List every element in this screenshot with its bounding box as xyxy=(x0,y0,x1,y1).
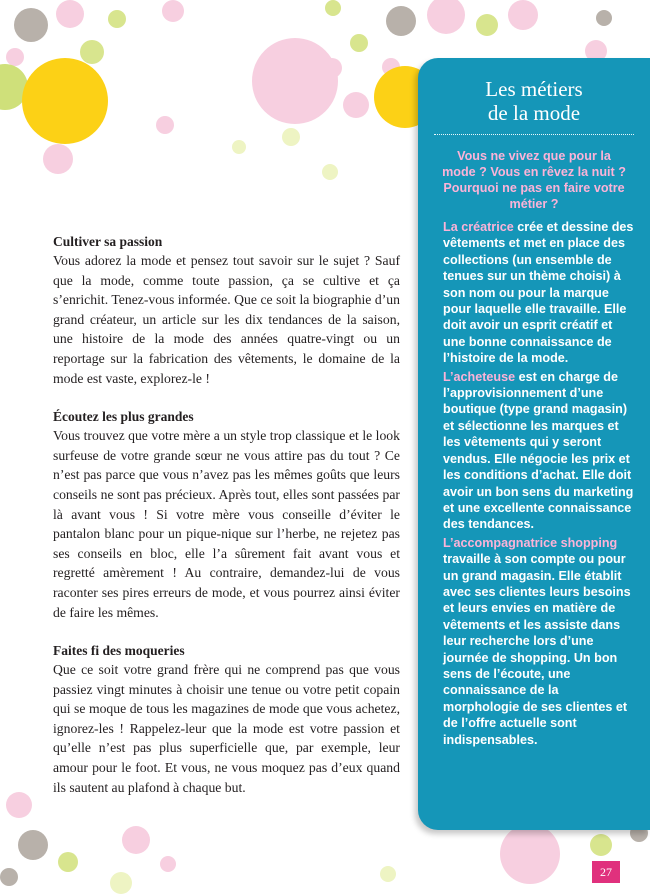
job-title: La créatrice xyxy=(443,220,514,234)
dot xyxy=(282,128,300,146)
dot xyxy=(6,48,24,66)
dot xyxy=(18,830,48,860)
article-section xyxy=(53,407,400,622)
dot xyxy=(380,866,396,882)
dot xyxy=(322,164,338,180)
job-entry xyxy=(443,369,636,533)
sidebar-title xyxy=(418,77,650,125)
dot xyxy=(80,40,104,64)
article-section xyxy=(53,641,400,797)
dot xyxy=(325,0,341,16)
dot xyxy=(232,140,246,154)
dot xyxy=(162,0,184,22)
dot xyxy=(156,116,174,134)
dot xyxy=(43,144,73,174)
job-title: L’accompagnatrice shopping xyxy=(443,535,618,550)
dot xyxy=(56,0,84,28)
dotted-divider xyxy=(434,134,634,135)
sidebar-box xyxy=(418,58,650,830)
job-entry xyxy=(443,219,636,367)
dot xyxy=(160,856,176,872)
dot xyxy=(14,8,48,42)
dot xyxy=(122,826,150,854)
section-body: Vous trouvez que votre mère a un style trop classique et le look surfeuse de votre grande sœur ne vous attire pas du tout ? Ce n’est pas parce que vous n’avez pas les mêmes goûts que leurs conseils ne sont pas précieux. Après tout, elles sont passées par là avant vous ! Si votre mère vous conseille d’éviter le pantalon blanc pour un pique-nique sur l’herbe, ne rejetez pas ses conseils en bloc, elle l’a sûrement fait avant vous et regretté amèrement ! Au contraire, demandez-lui de vous raconter ses pires erreurs de mode, et vous pourrez ainsi éviter de faire les mêmes. xyxy=(53,428,400,620)
dot xyxy=(108,10,126,28)
dot xyxy=(508,0,538,30)
dot xyxy=(0,868,18,886)
job-description: travaille à son compte ou pour un grand magasin. Elle établit avec ses clientes leurs besoins et leurs envies en matière de vêtements et les assiste dans leur recherche lors d’une journée de shopping. Un bon sens de l’écoute, une connaissance de la morphologie de ses clientes et de l’offre actuelle sont indispensables. xyxy=(443,552,631,747)
dot xyxy=(22,58,108,144)
sidebar-intro: Vous ne vivez que pour la mode ? Vous en rêvez la nuit ? Pourquoi ne pas en faire votre métier ? xyxy=(442,149,626,211)
dot xyxy=(386,6,416,36)
article-section xyxy=(53,232,400,388)
dot xyxy=(350,34,368,52)
dot xyxy=(427,0,465,34)
section-heading: Écoutez les plus grandes xyxy=(53,409,194,425)
dot xyxy=(476,14,498,36)
job-description: est en charge de l’approvisionnement d’une boutique (type grand magasin) et sélectionne les marques et les vêtements qui y seront vendus. Elle négocie les prix et les conditions d’achat. Elle doit avoir un bon sens du marketing et une excellente connaissance des tendances. xyxy=(443,369,634,532)
dot xyxy=(343,92,369,118)
job-title: L’acheteuse xyxy=(443,369,516,384)
dot xyxy=(590,834,612,856)
sidebar-title-line: de la mode xyxy=(487,101,581,125)
section-body: Vous adorez la mode et pensez tout savoir sur le sujet ? Sauf que la mode, comme toute passion, ça se cultive et ça s’enrichit. Tenez-vous informée. Que ce soit la biographie d’un grand créateur, un article sur les dix tendances de la saison, une histoire de la mode des années quatre-vingt ou un reportage sur la fabrication des vêtements, le domaine de la mode est vaste, explorez-le ! xyxy=(53,253,400,386)
dot xyxy=(596,10,612,26)
section-body: Que ce soit votre grand frère qui ne comprend pas que vous passiez vingt minutes à choisir une tenue ou votre petit copain qui se moque de tous les magazines de mode que vous achetez, ignorez-les ! Rappelez-leur que la mode est votre passion et qu’elle n’est pas plus superficielle que, par exemple, leur amour pour le foot. Et vous, ne vous moquez pas d’eux quand ils sautent au plafond à chaque but. xyxy=(53,662,400,795)
job-description: crée et dessine des vêtements et met en place des collections (un ensemble de tenues sur un thème choisi) à son nom ou pour la marque pour laquelle elle travaille. Elle doit avoir un esprit créatif et une bonne connaissance de l’histoire de la mode. xyxy=(443,220,634,366)
job-list xyxy=(443,219,636,748)
dot xyxy=(58,852,78,872)
section-heading: Faites fi des moqueries xyxy=(53,643,185,659)
section-heading: Cultiver sa passion xyxy=(53,234,163,249)
job-entry xyxy=(443,535,636,748)
dot xyxy=(322,58,342,78)
page-number: 27 xyxy=(592,861,620,883)
sidebar-title-line: Les métiers xyxy=(485,77,583,101)
dot xyxy=(6,792,32,818)
article xyxy=(53,232,400,816)
dot xyxy=(252,38,338,124)
dot xyxy=(110,872,132,894)
dot xyxy=(500,824,560,884)
